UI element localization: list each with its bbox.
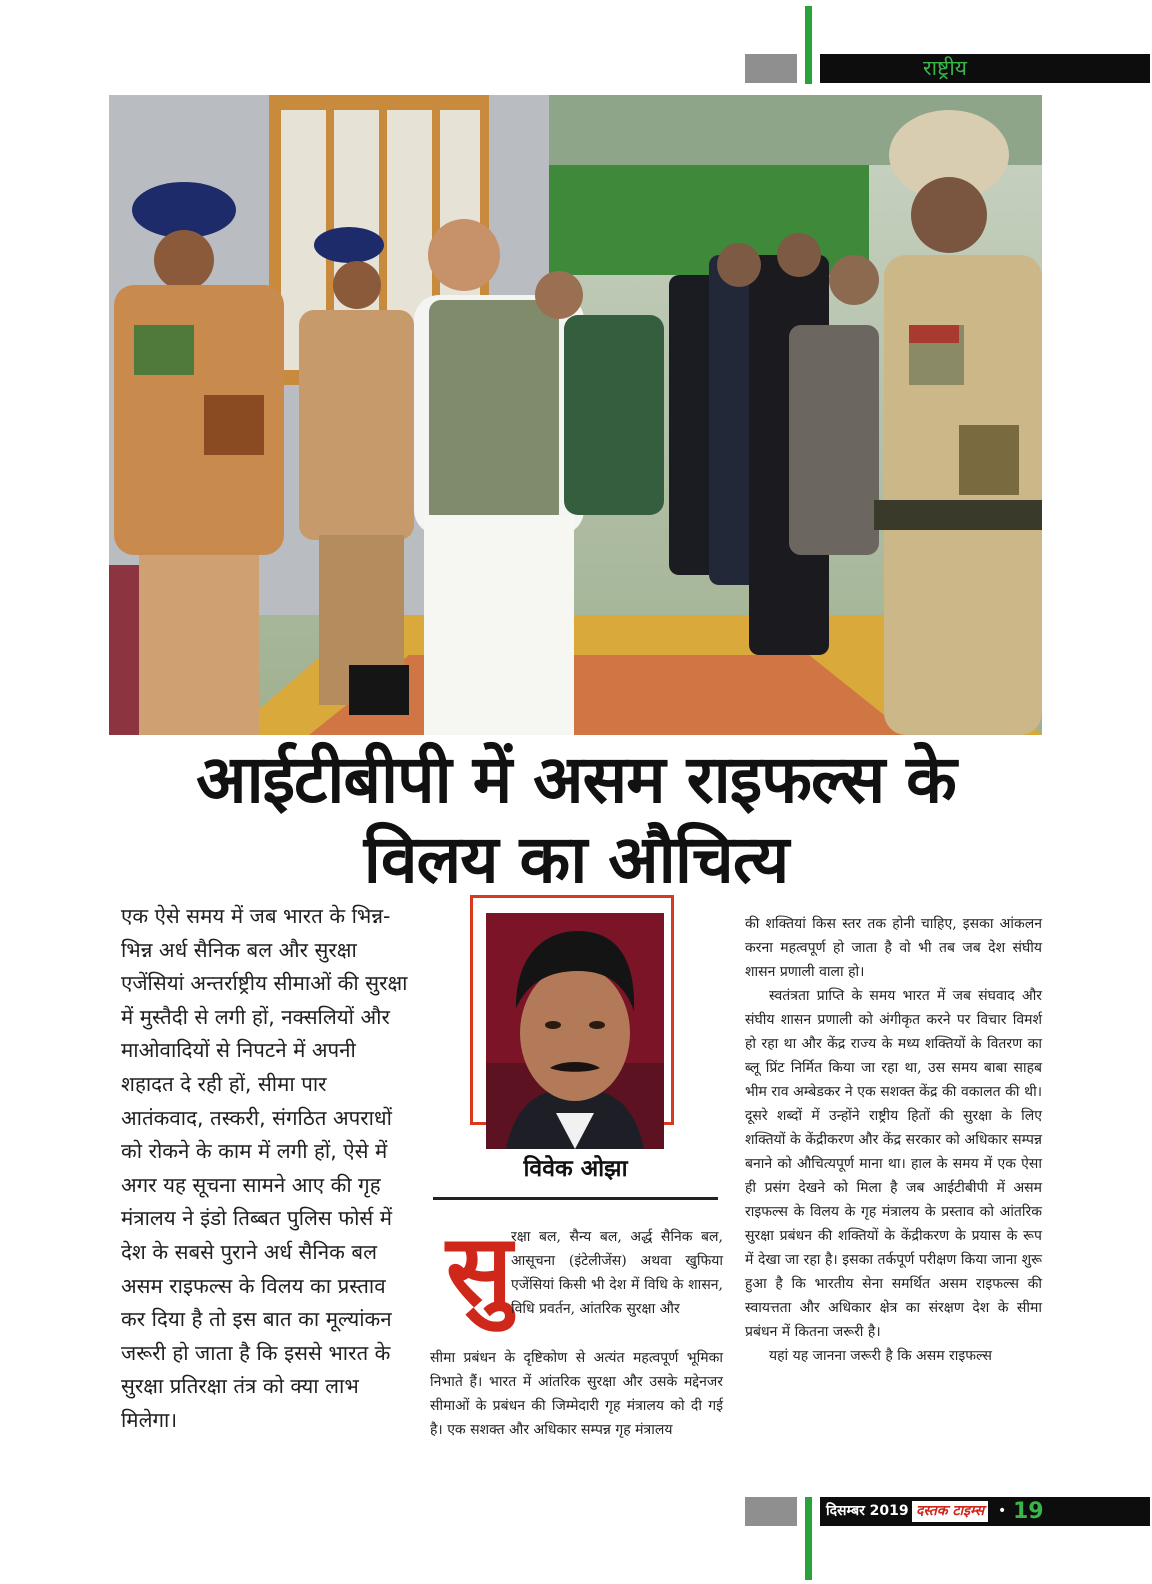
body-text-right-column [745,912,1042,1368]
body-text-middle-column: सीमा प्रबंधन के दृष्टिकोण से अत्यंत महत्वपूर्ण भूमिका निभाते हैं। भारत में आंतरिक सुरक्षा और उसके मद्देनजर सीमाओं के प्रबंधन की जिम्मेदारी गृह मंत्रालय को दी गई है। एक सशक्त और अधिकार सम्पन्न गृह मंत्रालय [430,1350,723,1438]
headline-line-2: विलय का औचित्य [363,821,789,898]
headline-line-1: आईटीबीपी में असम राइफल्स के [196,741,956,818]
footer-separator: • [998,1503,1007,1519]
footer-grey-block [745,1497,797,1526]
intro-paragraph: एक ऐसे समय में जब भारत के भिन्न-भिन्न अर्ध सैनिक बल और सुरक्षा एजेंसियां अन्तर्राष्ट्रीय सीमाओं की सुरक्षा में मुस्तैदी से लगी हों, नक्सलियों और माओवादियों से निपटने में अपनी शहादत दे रही हों, सीमा पार आतंकवाद, तस्करी, संगठित अपराधों को रोकने के काम में लगी हों, ऐसे में अगर यह सूचना सामने आए की गृह मंत्रालय ने इंडो तिब्बत पुलिस फोर्स में देश के सबसे पुराने अर्ध सैनिक बल असम राइफल्स के विलय का प्रस्ताव कर दिया है तो इस बात का मूल्यांकन जरूरी हो जाता है कि इससे भारत के सुरक्षा प्रतिरक्षा तंत्र को क्या लाभ मिलेगा। [121,904,408,1432]
body-text-beside-dropcap: रक्षा बल, सैन्य बल, अर्द्ध सैनिक बल, आसूचना (इंटेलीजेंस) अथवा खुफिया एजेंसियां किसी भी देश में विधि के शासन, विधि प्रवर्तन, आंतरिक सुरक्षा और [511,1229,723,1317]
news-photo-illustration [109,95,1042,735]
footer-green-rule [805,1497,812,1580]
paragraph: की शक्तियां किस स्तर तक होनी चाहिए, इसका आंकलन करना महत्वपूर्ण हो जाता है वो भी तब जब देश संघीय शासन प्रणाली वाला हो। [745,916,1042,980]
drop-cap: सु [446,1213,513,1328]
author-name: विवेक ओझा [523,1156,628,1182]
author-portrait-illustration [486,913,664,1149]
magazine-logo: दस्तक टाइम्स [912,1501,988,1522]
issue-date: दिसम्बर 2019 [826,1503,909,1519]
news-photo [109,95,1042,735]
author-portrait [486,913,664,1149]
header-green-rule [805,6,812,84]
paragraph: स्वतंत्रता प्राप्ति के समय भारत में जब संघवाद और संघीय शासन प्रणाली को अंगीकृत करने पर विचार विमर्श हो रहा था और केंद्र राज्य के मध्य शक्तियों के वितरण का ब्लू प्रिंट निर्मित किया जा रहा था, उस समय बाबा साहब भीम राव अम्बेडकर ने एक सशक्त केंद्र की वकालत की थी। दूसरे शब्दों में उन्होंने राष्ट्रीय हितों की सुरक्षा के लिए शक्तियों के केंद्रीकरण और केंद्र सरकार को अधिकार सम्पन्न बनाने को औचित्यपूर्ण माना था। हाल के समय में एक ऐसा ही प्रसंग देखने को मिला है जब आईटीबीपी में असम राइफल्स के विलय के गृह मंत्रालय के प्रस्ताव को आंतरिक सुरक्षा प्रबंधन की शक्तियों के केंद्रीकरण के प्रयास के रूप में देखा जा रहा है। इसका तर्कपूर्ण परीक्षण किया जाना शुरू हुआ है कि भारतीय सेना समर्थित असम राइफल्स की स्वायत्तता और अधिकार क्षेत्र का संरक्षण देश के सीमा प्रबंधन में कितना जरूरी है। [745,988,1042,1340]
section-label: राष्ट्रीय [923,56,967,80]
paragraph: यहां यह जानना जरूरी है कि असम राइफल्स [769,1348,992,1364]
header-grey-block [745,54,797,83]
author-divider [433,1197,718,1200]
page-number: 19 [1013,1499,1044,1524]
article-headline [100,740,1052,900]
